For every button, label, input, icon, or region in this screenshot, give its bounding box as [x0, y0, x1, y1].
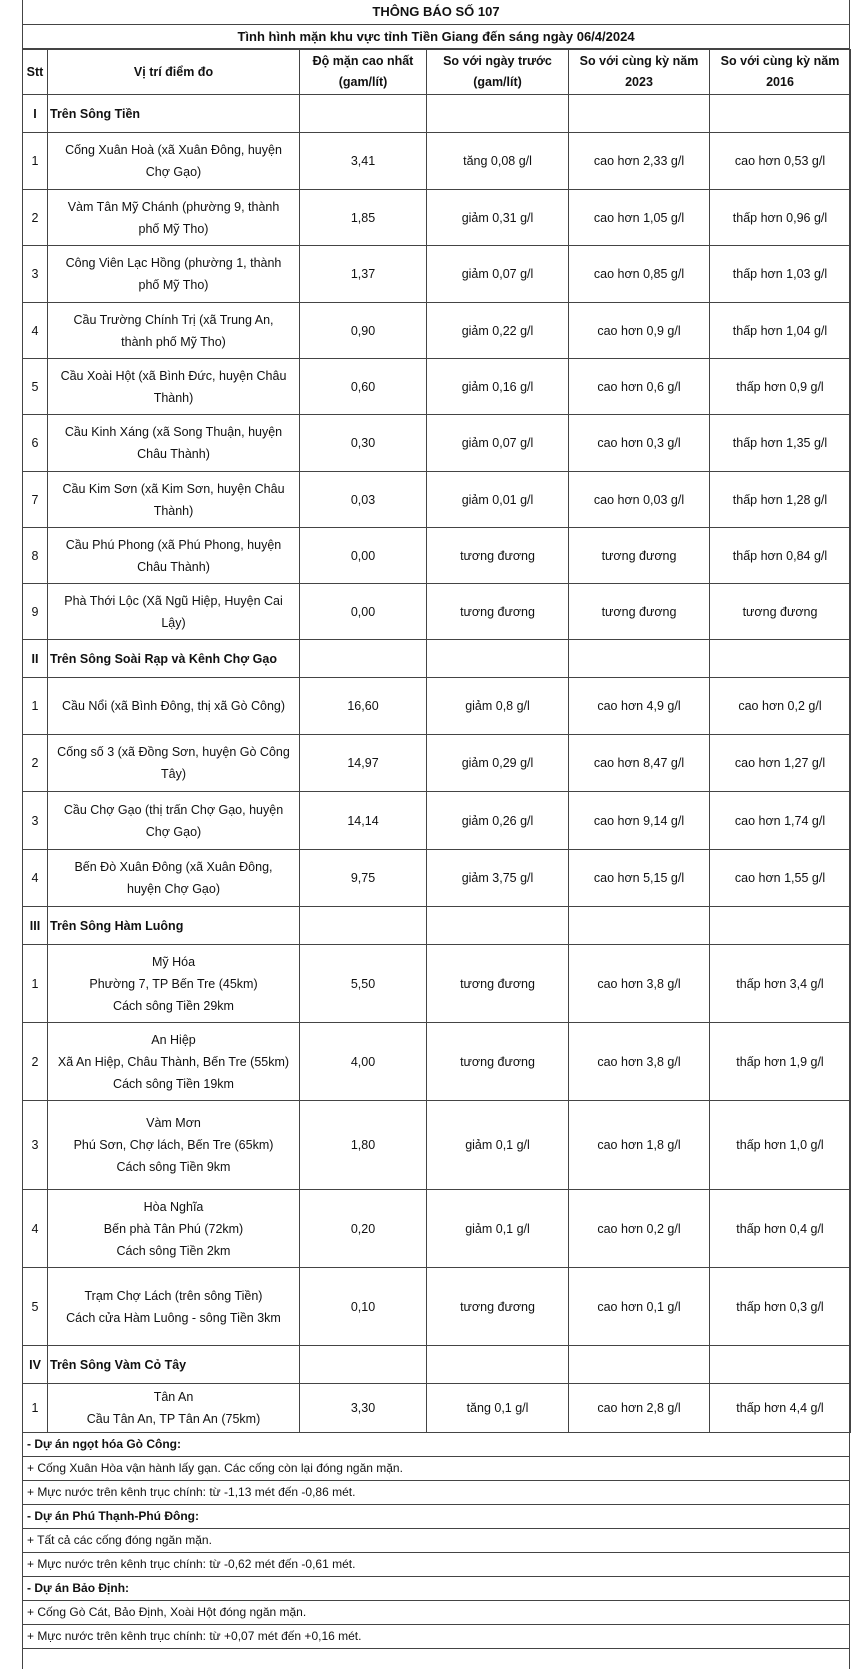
row-vs-2016: thấp hơn 1,9 g/l: [710, 1023, 851, 1101]
location-line: Cầu Xoài Hột (xã Bình Đức, huyện Châu: [60, 368, 287, 383]
row-vs-2023: cao hơn 0,2 g/l: [569, 1190, 710, 1268]
row-vs-2016: thấp hơn 0,3 g/l: [710, 1268, 851, 1346]
row-vs-prev-day: tăng 0,08 g/l: [427, 133, 569, 190]
row-max-salinity: 9,75: [300, 850, 427, 907]
row-stt: 1: [23, 945, 48, 1023]
row-vs-2016: thấp hơn 3,4 g/l: [710, 945, 851, 1023]
row-max-salinity: 5,50: [300, 945, 427, 1023]
row-vs-2023: cao hơn 0,1 g/l: [569, 1268, 710, 1346]
empty-cell: [710, 907, 851, 945]
row-stt: 4: [23, 303, 48, 359]
note-heading: - Dự án Bảo Định:: [23, 1577, 849, 1601]
note-line: + Tất cả các cống đóng ngăn mặn.: [23, 1529, 849, 1553]
row-location: [48, 246, 300, 303]
table-row: [23, 1268, 851, 1346]
report-subtitle: Tình hình mặn khu vực tỉnh Tiền Giang đến sáng ngày 06/4/2024: [23, 25, 849, 49]
location-line: Lậy): [161, 615, 186, 630]
row-location: [48, 133, 300, 190]
row-vs-2023: cao hơn 0,6 g/l: [569, 359, 710, 415]
table-row: [23, 1190, 851, 1268]
row-vs-2023: cao hơn 0,3 g/l: [569, 415, 710, 472]
row-stt: 2: [23, 190, 48, 246]
location-line: Cầu Kinh Xáng (xã Song Thuận, huyện: [64, 425, 283, 439]
table-row: [23, 303, 851, 359]
row-vs-2023: cao hơn 1,05 g/l: [569, 190, 710, 246]
table-row: [23, 415, 851, 472]
note-line: + Cống Xuân Hòa vận hành lấy gạn. Các cống còn lại đóng ngăn mặn.: [23, 1457, 849, 1481]
empty-cell: [569, 907, 710, 945]
row-vs-2016: cao hơn 0,2 g/l: [710, 678, 851, 735]
empty-cell: [427, 95, 569, 133]
row-vs-2023: cao hơn 2,33 g/l: [569, 133, 710, 190]
note-line: + Mực nước trên kênh trục chính: từ -0,62 mét đến -0,61 mét.: [23, 1553, 849, 1577]
row-stt: 6: [23, 415, 48, 472]
table-row: [23, 472, 851, 528]
row-max-salinity: 0,90: [300, 303, 427, 359]
empty-cell: [300, 1346, 427, 1384]
location-line: Vàm Tân Mỹ Chánh (phường 9, thành: [67, 199, 280, 214]
section-row: [23, 907, 851, 945]
location-line: thành phố Mỹ Tho): [121, 334, 226, 349]
salinity-report: [22, 0, 850, 1669]
row-vs-prev-day: tương đương: [427, 1023, 569, 1101]
location-line: Xã An Hiệp, Châu Thành, Bến Tre (55km): [57, 1054, 290, 1069]
location-line: Mỹ Hóa: [151, 954, 196, 969]
location-line: Tây): [161, 767, 186, 781]
empty-cell: [427, 907, 569, 945]
row-location: [48, 735, 300, 792]
row-stt: 1: [23, 678, 48, 735]
location-line: huyện Chợ Gạo): [127, 882, 220, 896]
location-line: Trạm Chợ Lách (trên sông Tiền): [84, 1288, 263, 1303]
location-line: Chợ Gạo): [145, 165, 202, 179]
empty-cell: [710, 640, 851, 678]
location-line: Bến phà Tân Phú (72km): [103, 1221, 244, 1236]
table-row: [23, 792, 851, 850]
row-max-salinity: 14,97: [300, 735, 427, 792]
row-max-salinity: 1,80: [300, 1101, 427, 1190]
row-stt: 4: [23, 1190, 48, 1268]
row-vs-2023: cao hơn 9,14 g/l: [569, 792, 710, 850]
row-max-salinity: 0,30: [300, 415, 427, 472]
table-row: [23, 1101, 851, 1190]
section-number: III: [23, 907, 48, 945]
row-stt: 5: [23, 1268, 48, 1346]
empty-cell: [710, 1346, 851, 1384]
table-header-row: [23, 50, 851, 95]
row-location: [48, 945, 300, 1023]
row-vs-2016: thấp hơn 0,9 g/l: [710, 359, 851, 415]
row-stt: 5: [23, 359, 48, 415]
location-line: Phú Sơn, Chợ lách, Bến Tre (65km): [73, 1138, 274, 1152]
row-vs-prev-day: tương đương: [427, 528, 569, 584]
row-vs-2016: thấp hơn 0,96 g/l: [710, 190, 851, 246]
row-vs-2023: cao hơn 4,9 g/l: [569, 678, 710, 735]
row-vs-prev-day: giảm 0,29 g/l: [427, 735, 569, 792]
location-line: Phường 7, TP Bến Tre (45km): [89, 976, 258, 991]
section-title: Trên Sông Vàm Cỏ Tây: [48, 1346, 300, 1384]
row-vs-2016: cao hơn 1,74 g/l: [710, 792, 851, 850]
empty-cell: [300, 907, 427, 945]
table-row: [23, 945, 851, 1023]
location-line: Cầu Tân An, TP Tân An (75km): [86, 1412, 261, 1426]
row-vs-2023: cao hơn 8,47 g/l: [569, 735, 710, 792]
note-line: + Mực nước trên kênh trục chính: từ -1,13 mét đến -0,86 mét.: [23, 1481, 849, 1505]
empty-cell: [427, 1346, 569, 1384]
row-vs-2023: cao hơn 0,85 g/l: [569, 246, 710, 303]
table-row: [23, 1384, 851, 1433]
section-number: I: [23, 95, 48, 133]
row-vs-2016: thấp hơn 1,03 g/l: [710, 246, 851, 303]
row-vs-2016: thấp hơn 0,4 g/l: [710, 1190, 851, 1268]
row-vs-prev-day: giảm 0,26 g/l: [427, 792, 569, 850]
table-body: [23, 95, 851, 1433]
row-vs-2016: thấp hơn 4,4 g/l: [710, 1384, 851, 1433]
empty-cell: [300, 95, 427, 133]
row-location: [48, 1190, 300, 1268]
location-line: Hòa Nghĩa: [143, 1199, 204, 1214]
row-vs-2023: cao hơn 3,8 g/l: [569, 1023, 710, 1101]
row-vs-prev-day: giảm 0,22 g/l: [427, 303, 569, 359]
header-max-salinity: Độ mặn cao nhất (gam/lít): [300, 50, 427, 95]
row-location: [48, 1268, 300, 1346]
row-location: [48, 190, 300, 246]
section-title: Trên Sông Soài Rạp và Kênh Chợ Gạo: [48, 640, 300, 678]
row-vs-2016: cao hơn 1,27 g/l: [710, 735, 851, 792]
note-line: + Cống Gò Cát, Bảo Định, Xoài Hột đóng ngăn mặn.: [23, 1601, 849, 1625]
project-notes: [23, 1433, 849, 1649]
empty-cell: [300, 640, 427, 678]
table-row: [23, 735, 851, 792]
row-max-salinity: 4,00: [300, 1023, 427, 1101]
header-vs-2023: So với cùng kỳ năm 2023: [569, 50, 710, 95]
row-vs-prev-day: tăng 0,1 g/l: [427, 1384, 569, 1433]
note-heading: - Dự án ngọt hóa Gò Công:: [23, 1433, 849, 1457]
salinity-table: [22, 49, 851, 1433]
row-vs-2016: thấp hơn 0,84 g/l: [710, 528, 851, 584]
row-vs-2016: thấp hơn 1,0 g/l: [710, 1101, 851, 1190]
location-line: Thành): [153, 503, 194, 518]
row-stt: 3: [23, 1101, 48, 1190]
row-stt: 4: [23, 850, 48, 907]
row-location: [48, 792, 300, 850]
row-stt: 2: [23, 735, 48, 792]
table-row: [23, 190, 851, 246]
row-vs-prev-day: tương đương: [427, 584, 569, 640]
row-location: [48, 678, 300, 735]
row-max-salinity: 0,00: [300, 584, 427, 640]
location-line: Cầu Phú Phong (xã Phú Phong, huyện: [65, 537, 282, 552]
table-row: [23, 584, 851, 640]
table-row: [23, 678, 851, 735]
row-max-salinity: 1,37: [300, 246, 427, 303]
row-max-salinity: 16,60: [300, 678, 427, 735]
row-vs-2023: cao hơn 1,8 g/l: [569, 1101, 710, 1190]
location-line: phố Mỹ Tho): [138, 221, 209, 236]
table-row: [23, 1023, 851, 1101]
location-line: Châu Thành): [137, 559, 210, 574]
row-location: [48, 303, 300, 359]
row-stt: 1: [23, 133, 48, 190]
row-vs-2023: cao hơn 2,8 g/l: [569, 1384, 710, 1433]
row-stt: 9: [23, 584, 48, 640]
section-number: IV: [23, 1346, 48, 1384]
row-max-salinity: 0,10: [300, 1268, 427, 1346]
row-vs-2023: cao hơn 0,9 g/l: [569, 303, 710, 359]
row-stt: 3: [23, 792, 48, 850]
row-stt: 7: [23, 472, 48, 528]
table-row: [23, 246, 851, 303]
row-vs-prev-day: giảm 3,75 g/l: [427, 850, 569, 907]
location-line: Bến Đò Xuân Đông (xã Xuân Đông,: [74, 860, 273, 874]
table-row: [23, 133, 851, 190]
location-line: Chợ Gạo): [145, 824, 202, 839]
row-location: [48, 415, 300, 472]
section-row: [23, 640, 851, 678]
section-title: Trên Sông Hàm Luông: [48, 907, 300, 945]
row-vs-2016: thấp hơn 1,04 g/l: [710, 303, 851, 359]
row-max-salinity: 0,03: [300, 472, 427, 528]
row-vs-prev-day: giảm 0,01 g/l: [427, 472, 569, 528]
row-vs-2023: cao hơn 3,8 g/l: [569, 945, 710, 1023]
location-line: Cầu Kim Sơn (xã Kim Sơn, huyện Châu: [62, 481, 285, 496]
row-vs-prev-day: giảm 0,1 g/l: [427, 1190, 569, 1268]
row-vs-2023: cao hơn 5,15 g/l: [569, 850, 710, 907]
location-line: Vàm Mơn: [146, 1116, 201, 1130]
row-vs-prev-day: giảm 0,07 g/l: [427, 246, 569, 303]
row-stt: 1: [23, 1384, 48, 1433]
row-vs-2016: thấp hơn 1,28 g/l: [710, 472, 851, 528]
location-line: Châu Thành): [137, 447, 210, 461]
header-vs-prev-day: So với ngày trước (gam/lít): [427, 50, 569, 95]
location-line: Phà Thới Lộc (Xã Ngũ Hiệp, Huyện Cai: [64, 593, 283, 608]
row-location: [48, 584, 300, 640]
row-max-salinity: 14,14: [300, 792, 427, 850]
table-row: [23, 528, 851, 584]
row-location: [48, 1384, 300, 1433]
row-location: [48, 1023, 300, 1101]
row-max-salinity: 1,85: [300, 190, 427, 246]
row-vs-prev-day: giảm 0,07 g/l: [427, 415, 569, 472]
header-vs-2016: So với cùng kỳ năm 2016: [710, 50, 851, 95]
note-heading: - Dự án Phú Thạnh-Phú Đông:: [23, 1505, 849, 1529]
row-vs-2023: cao hơn 0,03 g/l: [569, 472, 710, 528]
report-title: THÔNG BÁO SỐ 107: [23, 0, 849, 25]
location-line: Cống Xuân Hoà (xã Xuân Đông, huyện: [65, 143, 282, 157]
row-vs-prev-day: giảm 0,8 g/l: [427, 678, 569, 735]
location-line: Cầu Trường Chính Trị (xã Trung An,: [73, 312, 274, 327]
row-vs-prev-day: giảm 0,16 g/l: [427, 359, 569, 415]
empty-cell: [427, 640, 569, 678]
empty-cell: [569, 1346, 710, 1384]
location-line: Công Viên Lạc Hồng (phường 1, thành: [65, 256, 282, 270]
row-vs-prev-day: giảm 0,31 g/l: [427, 190, 569, 246]
row-max-salinity: 0,20: [300, 1190, 427, 1268]
row-vs-2023: tương đương: [569, 528, 710, 584]
table-row: [23, 359, 851, 415]
row-stt: 8: [23, 528, 48, 584]
empty-cell: [569, 95, 710, 133]
section-number: II: [23, 640, 48, 678]
location-line: Cách sông Tiền 19km: [113, 1076, 234, 1091]
location-line: Cách sông Tiền 29km: [113, 998, 234, 1013]
table-row: [23, 850, 851, 907]
row-max-salinity: 0,60: [300, 359, 427, 415]
location-line: Cầu Chợ Gạo (thị trấn Chợ Gạo, huyện: [63, 802, 284, 817]
location-line: Cách sông Tiền 9km: [116, 1160, 231, 1174]
row-max-salinity: 3,30: [300, 1384, 427, 1433]
note-line: + Mực nước trên kênh trục chính: từ +0,07 mét đến +0,16 mét.: [23, 1625, 849, 1649]
row-location: [48, 472, 300, 528]
row-location: [48, 359, 300, 415]
location-line: phố Mỹ Tho): [138, 278, 209, 292]
empty-cell: [710, 95, 851, 133]
section-row: [23, 95, 851, 133]
location-line: An Hiệp: [151, 1032, 196, 1047]
row-vs-prev-day: giảm 0,1 g/l: [427, 1101, 569, 1190]
header-location: Vị trí điểm đo: [48, 50, 300, 95]
location-line: Cách sông Tiền 2km: [116, 1243, 231, 1258]
row-vs-2016: cao hơn 0,53 g/l: [710, 133, 851, 190]
row-vs-2016: cao hơn 1,55 g/l: [710, 850, 851, 907]
empty-cell: [569, 640, 710, 678]
location-line: Cách cửa Hàm Luông - sông Tiền 3km: [66, 1310, 281, 1325]
row-vs-2023: tương đương: [569, 584, 710, 640]
section-title: Trên Sông Tiền: [48, 95, 300, 133]
row-max-salinity: 0,00: [300, 528, 427, 584]
row-vs-prev-day: tương đương: [427, 1268, 569, 1346]
row-stt: 2: [23, 1023, 48, 1101]
row-vs-2016: tương đương: [710, 584, 851, 640]
row-vs-prev-day: tương đương: [427, 945, 569, 1023]
location-line: Thành): [153, 390, 194, 405]
row-vs-2016: thấp hơn 1,35 g/l: [710, 415, 851, 472]
location-line: Cầu Nổi (xã Bình Đông, thị xã Gò Công): [61, 699, 286, 713]
row-max-salinity: 3,41: [300, 133, 427, 190]
row-location: [48, 528, 300, 584]
header-stt: Stt: [23, 50, 48, 95]
row-location: [48, 1101, 300, 1190]
location-line: Cống số 3 (xã Đồng Sơn, huyện Gò Công: [57, 745, 290, 759]
row-location: [48, 850, 300, 907]
row-stt: 3: [23, 246, 48, 303]
location-line: Tân An: [153, 1390, 194, 1404]
section-row: [23, 1346, 851, 1384]
